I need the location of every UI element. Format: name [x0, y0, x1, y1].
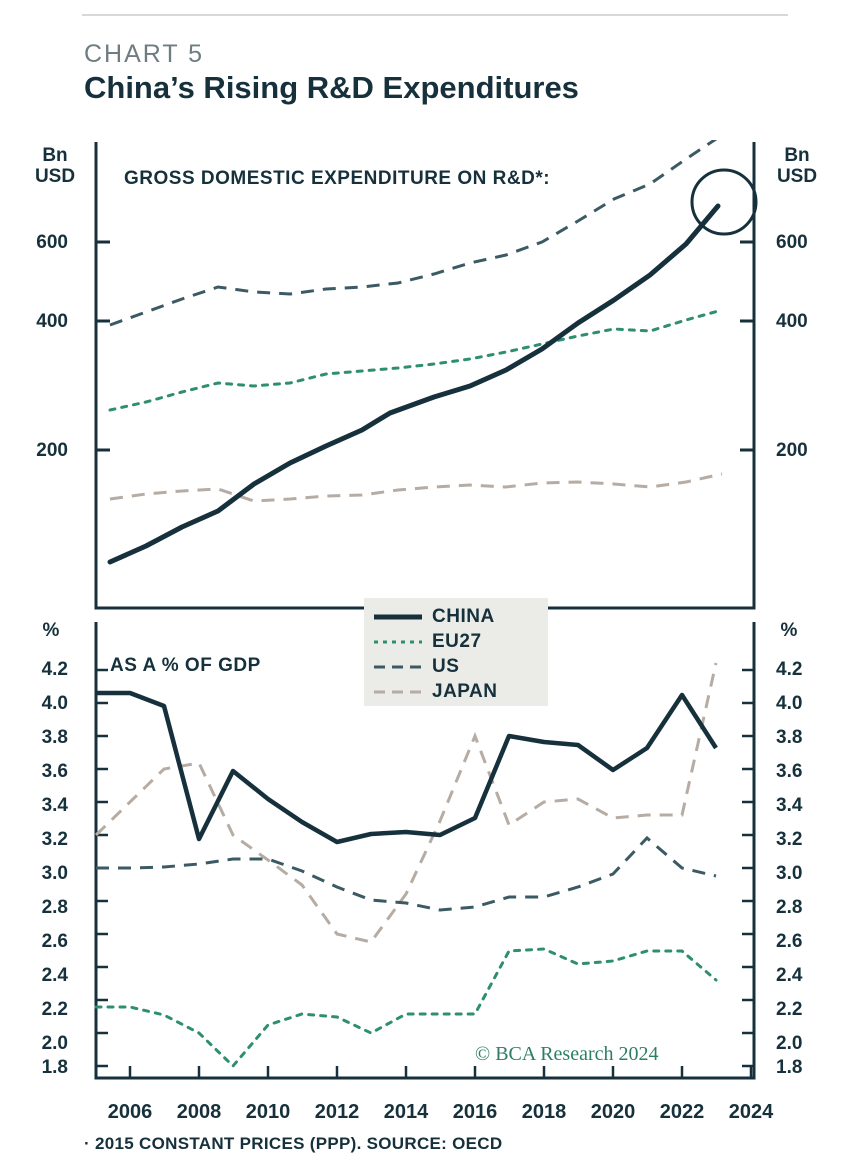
top-divider — [82, 14, 788, 16]
xtick-2020: 2020 — [590, 1101, 636, 1123]
bottom-ytick-right-2-2: 2.2 — [776, 999, 803, 1020]
chart-kicker: CHART 5 — [84, 40, 205, 68]
legend-label-china: CHINA — [432, 605, 495, 627]
xtick-2012: 2012 — [314, 1101, 360, 1123]
top-ytick-600: 600 — [36, 232, 68, 253]
bottom-ytick-2-2: 2.2 — [41, 999, 68, 1020]
page-title: China’s Rising R&D Expenditures — [84, 70, 579, 105]
bottom-ytick-4-2: 4.2 — [41, 659, 68, 680]
bottom-ytick-3-0: 3.0 — [41, 863, 68, 884]
top-ytick-right-200: 200 — [776, 440, 808, 461]
xtick-2024: 2024 — [728, 1101, 774, 1123]
bottom-ytick-4-0: 4.0 — [41, 693, 68, 714]
bottom-panel-plot — [80, 620, 770, 1082]
top-ytick-right-600: 600 — [776, 232, 808, 253]
bottom-ytick-right-2-4: 2.4 — [776, 965, 803, 986]
bottom-ytick-3-6: 3.6 — [41, 761, 68, 782]
bottom-ytick-1-8: 1.8 — [41, 1057, 68, 1078]
bottom-ytick-right-2-0: 2.0 — [776, 1033, 803, 1054]
bottom-ytick-2-0: 2.0 — [41, 1033, 68, 1054]
bottom-ytick-2-4: 2.4 — [41, 965, 68, 986]
xtick-2010: 2010 — [245, 1101, 291, 1123]
footnote: · 2015 CONSTANT PRICES (PPP). SOURCE: OECD — [84, 1134, 503, 1153]
bottom-panel-title: AS A % OF GDP — [110, 655, 261, 676]
legend-label-us: US — [432, 655, 460, 677]
highlight-circle — [692, 170, 756, 234]
bottom-panel-right-unit: % — [780, 620, 798, 641]
top-ytick-400: 400 — [36, 311, 68, 332]
bottom-ytick-right-3-4: 3.4 — [776, 795, 803, 816]
bottom-ytick-right-2-6: 2.6 — [776, 931, 803, 952]
bottom-ytick-right-4-2: 4.2 — [776, 659, 803, 680]
bottom-ytick-right-4-0: 4.0 — [776, 693, 803, 714]
bottom-ytick-2-6: 2.6 — [41, 931, 68, 952]
top-panel-title: GROSS DOMESTIC EXPENDITURE ON R&D*: — [124, 168, 551, 189]
xtick-2006: 2006 — [107, 1101, 153, 1123]
bottom-ytick-3-2: 3.2 — [41, 829, 68, 850]
bottom-ytick-right-3-0: 3.0 — [776, 863, 803, 884]
xtick-2014: 2014 — [383, 1101, 429, 1123]
top-panel-plot — [80, 140, 770, 610]
bottom-ytick-right-3-8: 3.8 — [776, 727, 803, 748]
bottom-ytick-right-2-8: 2.8 — [776, 897, 803, 918]
bottom-ytick-3-8: 3.8 — [41, 727, 68, 748]
legend-label-japan: JAPAN — [432, 680, 498, 702]
xtick-2016: 2016 — [452, 1101, 498, 1123]
xtick-2018: 2018 — [521, 1101, 567, 1123]
bottom-ytick-2-8: 2.8 — [41, 897, 68, 918]
top-panel-left-unit: Bn USD — [34, 145, 76, 187]
bottom-panel-left-unit: % — [42, 620, 60, 641]
top-ytick-200: 200 — [36, 440, 68, 461]
bottom-ytick-right-1-8: 1.8 — [776, 1057, 803, 1078]
legend-label-eu27: EU27 — [432, 630, 482, 652]
bottom-ytick-right-3-2: 3.2 — [776, 829, 803, 850]
bottom-ytick-3-4: 3.4 — [41, 795, 68, 816]
top-panel-right-unit: Bn USD — [776, 145, 818, 187]
top-ytick-right-400: 400 — [776, 311, 808, 332]
bottom-ytick-right-3-6: 3.6 — [776, 761, 803, 782]
copyright-note: © BCA Research 2024 — [475, 1043, 659, 1065]
xtick-2022: 2022 — [659, 1101, 705, 1123]
xtick-2008: 2008 — [176, 1101, 222, 1123]
